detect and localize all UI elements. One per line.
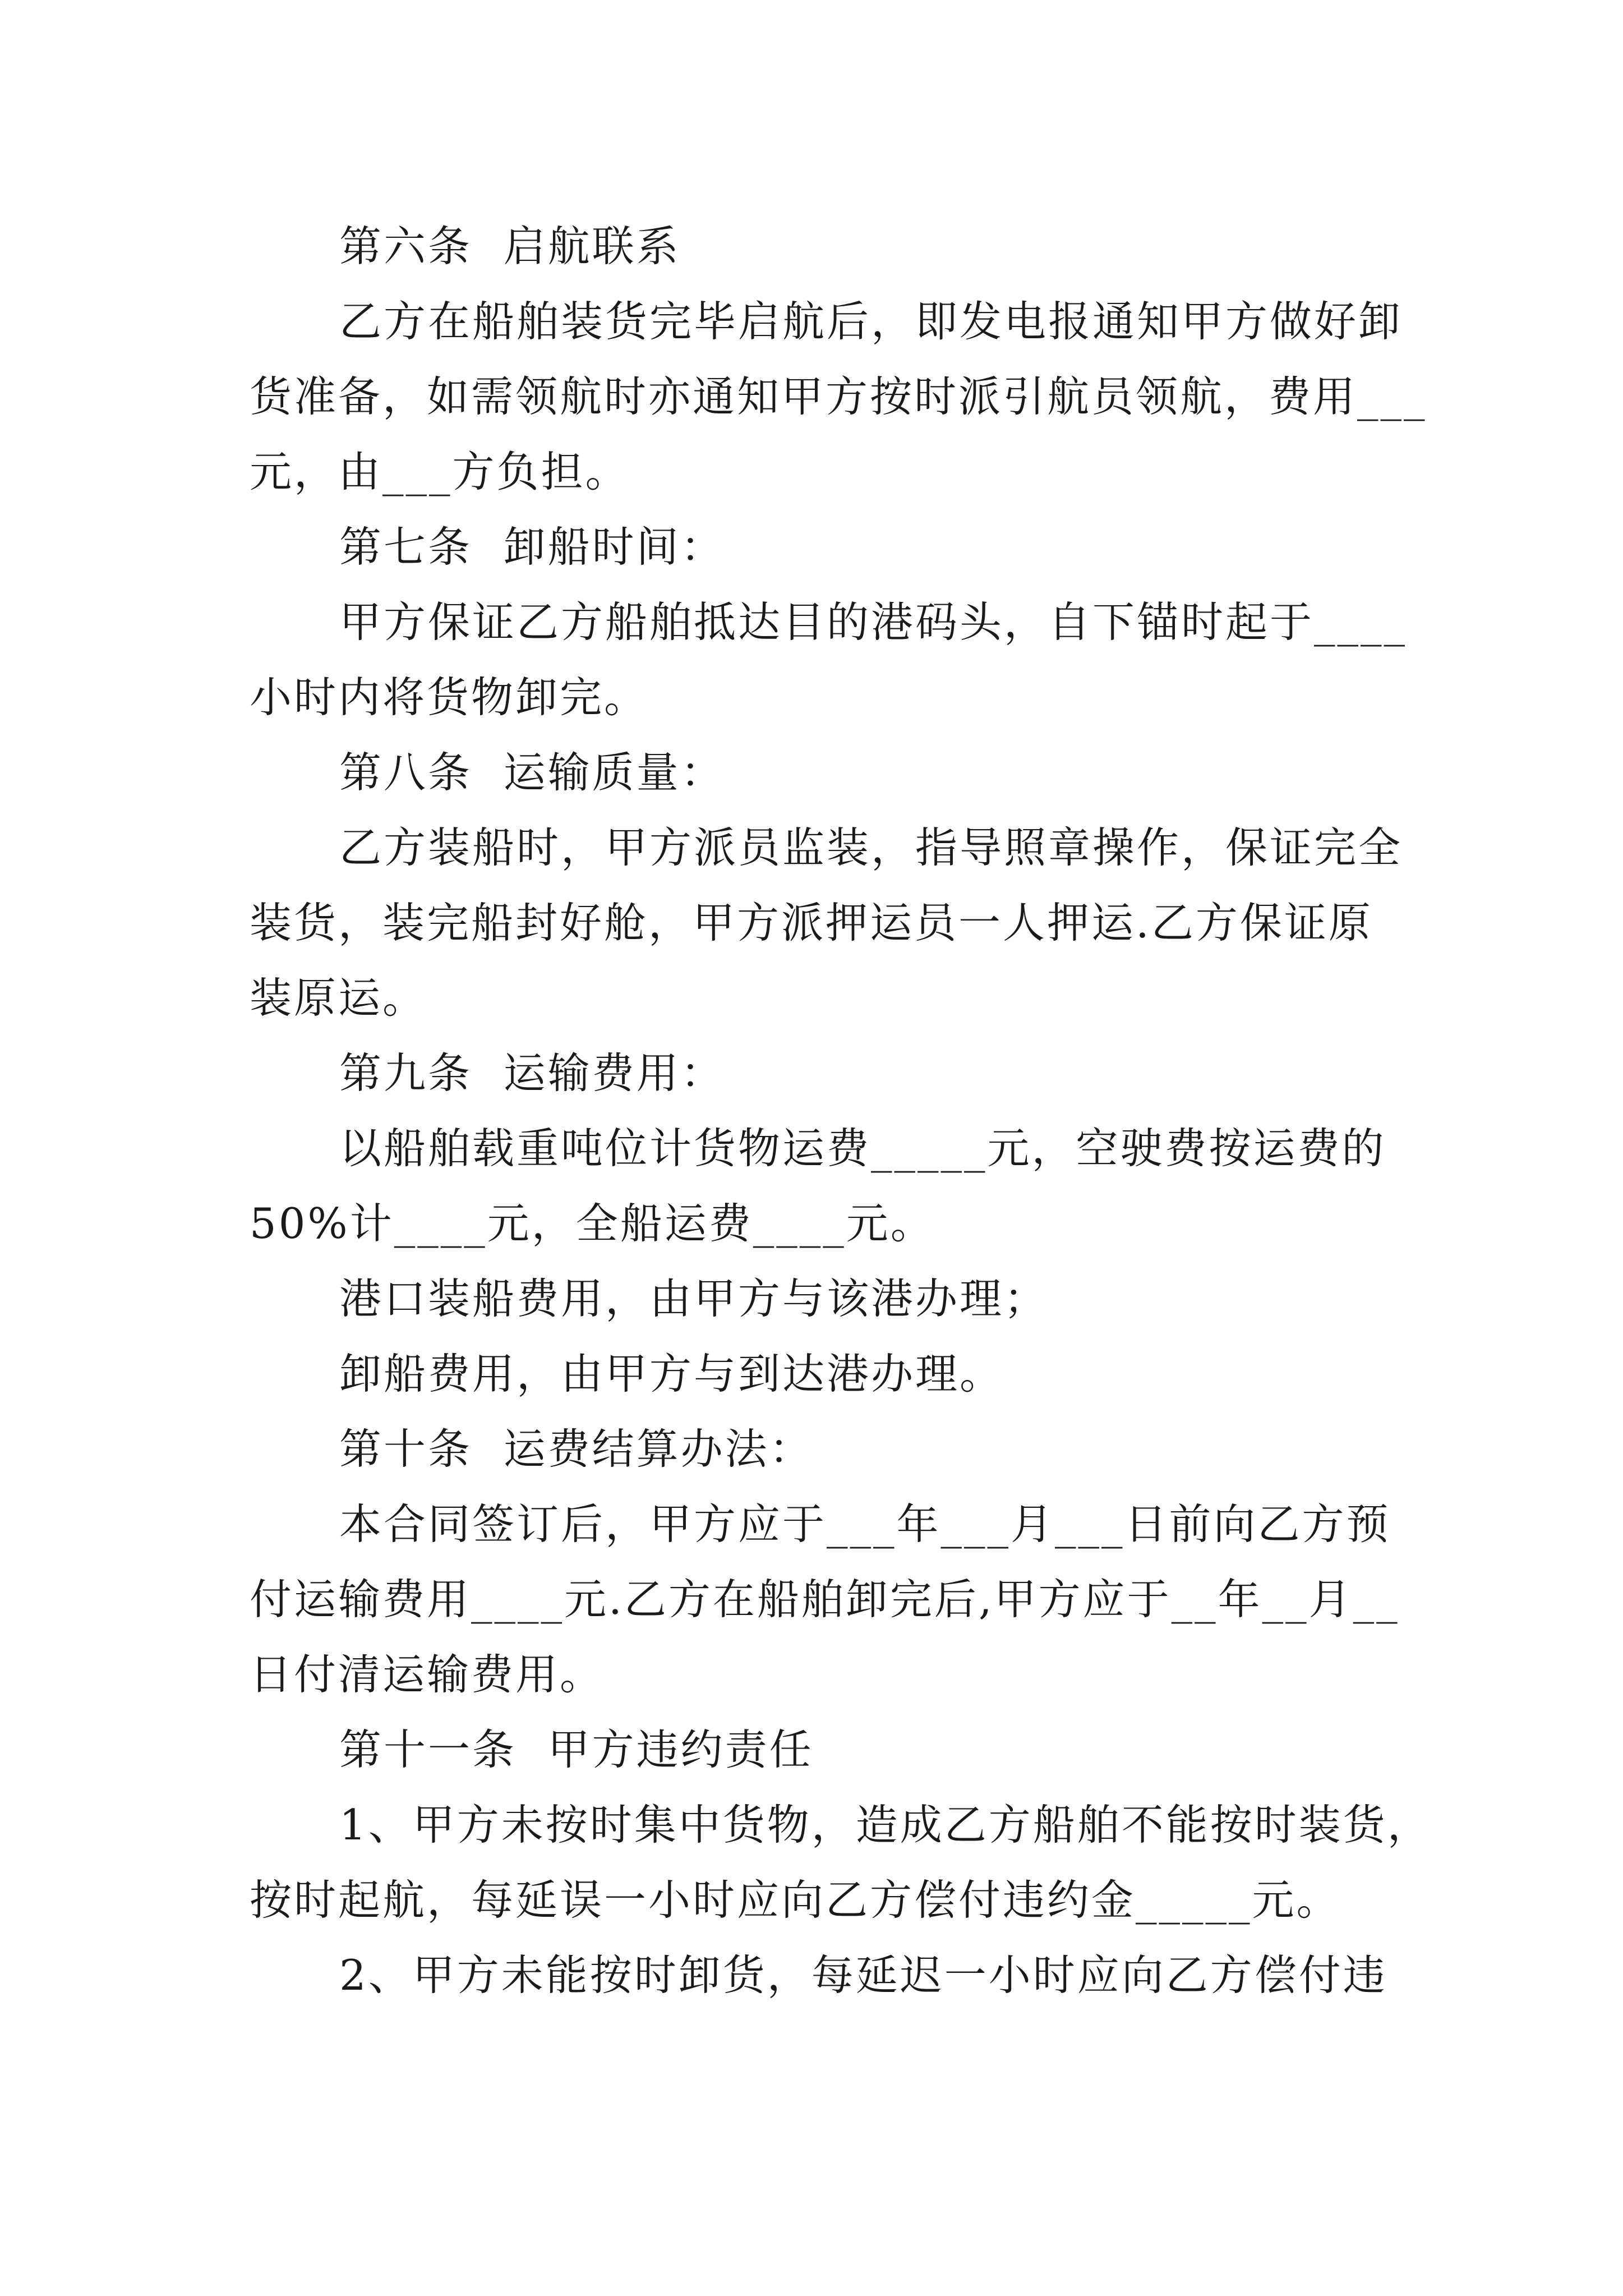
paragraph-line: 乙方装船时，甲方派员监装，指导照章操作，保证完全	[339, 823, 1403, 872]
paragraph-line: 本合同签订后，甲方应于___年___月___日前向乙方预	[339, 1499, 1391, 1549]
paragraph-line: 港口装船费用，由甲方与该港办理；	[339, 1274, 1049, 1323]
article-10-heading: 第十条 运费结算办法：	[339, 1424, 814, 1474]
article-8-heading: 第八条 运输质量：	[339, 748, 725, 797]
document-body	[250, 209, 1432, 2013]
paragraph-line: 甲方保证乙方船舶抵达目的港码头，自下锚时起于____	[339, 597, 1408, 647]
paragraph-line: 装原运。	[250, 973, 427, 1023]
paragraph-line: 1、甲方未按时集中货物，造成乙方船舶不能按时装货，	[339, 1800, 1432, 1849]
paragraph-line: 按时起航，每延误一小时应向乙方偿付违约金_____元。	[250, 1875, 1341, 1925]
paragraph-line: 50%计____元，全船运费____元。	[250, 1199, 935, 1248]
article-7-heading: 第七条 卸船时间：	[339, 522, 725, 572]
paragraph-line: 装货，装完船封好舱，甲方派押运员一人押运.乙方保证原	[250, 898, 1373, 947]
paragraph-line: 货准备，如需领航时亦通知甲方按时派引航员领航，费用___	[250, 372, 1427, 421]
paragraph-line: 2、甲方未能按时卸货，每延迟一小时应向乙方偿付违	[339, 1950, 1387, 2000]
article-11-heading: 第十一条 甲方违约责任	[339, 1725, 814, 1774]
paragraph-line: 日付清运输费用。	[250, 1650, 605, 1699]
article-9-heading: 第九条 运输费用：	[339, 1048, 725, 1098]
paragraph-line: 付运输费用____元.乙方在船舶卸完后,甲方应于__年__月__	[250, 1575, 1400, 1624]
paragraph-line: 卸船费用，由甲方与到达港办理。	[339, 1349, 1004, 1398]
paragraph-line: 小时内将货物卸完。	[250, 673, 649, 722]
paragraph-line: 乙方在船舶装货完毕启航后，即发电报通知甲方做好卸	[339, 297, 1403, 346]
paragraph-line: 元，由___方负担。	[250, 447, 630, 496]
article-6-heading: 第六条 启航联系	[339, 222, 681, 271]
paragraph-line: 以船舶载重吨位计货物运费_____元，空驶费按运费的	[339, 1124, 1386, 1173]
